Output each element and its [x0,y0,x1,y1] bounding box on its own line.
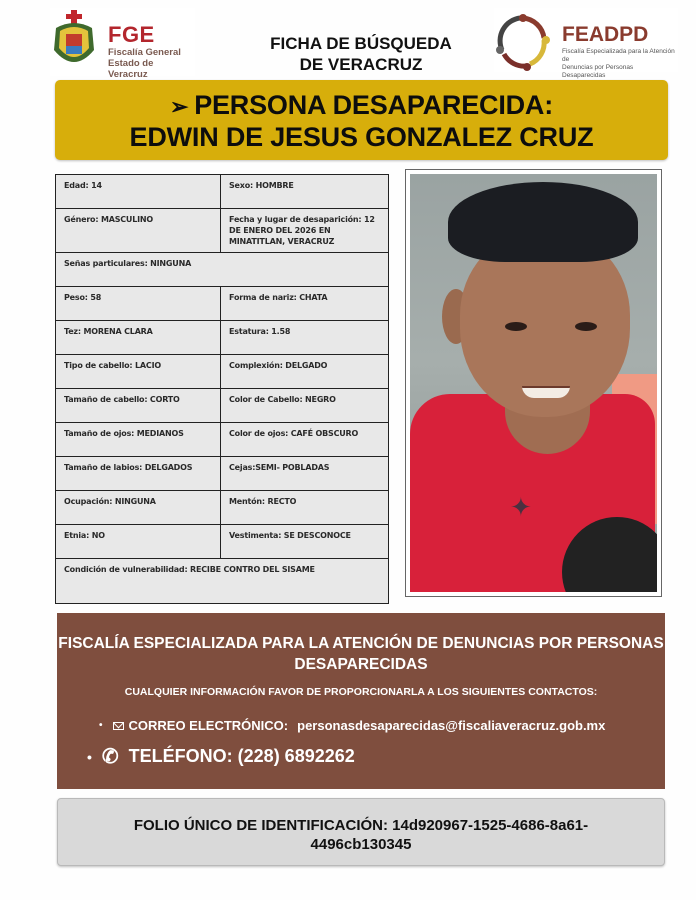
jumpman-logo-icon: ✦ [510,492,532,522]
folio-id-text: FOLIO ÚNICO DE IDENTIFICACIÓN: 14d920967-1525-4686-8a61-4496cb130345 [133,817,589,853]
bullet-icon: • [87,748,92,765]
phone-number-link[interactable]: TELÉFONO: (228) 6892262 [128,746,355,766]
fge-logo [50,8,195,80]
person-details-table [55,174,389,604]
field-estatura: Estatura: 1.58 [229,327,291,336]
missing-person-banner [55,80,668,160]
field-sexo: Sexo: HOMBRE [229,181,294,190]
table-row [56,321,388,355]
person-photo-frame [405,169,662,597]
table-row [56,209,388,253]
contact-section [57,613,665,789]
contact-subtitle: CUALQUIER INFORMACIÓN FAVOR DE PROPORCIONARLA A LOS SIGUIENTES CONTACTOS: [124,686,598,698]
field-senas: Señas particulares: NINGUNA [64,259,192,268]
header [0,0,696,80]
table-row [56,287,388,321]
field-vulnerabilidad: Condición de vulnerabilidad: RECIBE CONTRO DEL SISAME [64,565,315,574]
email-address-link[interactable]: personasdesaparecidas@fiscaliaveracruz.gob.mx [297,718,606,733]
table-row [56,389,388,423]
field-vestimenta: Vestimenta: SE DESCONOCE [229,531,351,540]
veracruz-coat-of-arms-icon [52,10,96,72]
table-row [56,423,388,457]
arrow-bullet-icon: ➢ [169,94,189,119]
fge-subtitle-line2: Estado de Veracruz [108,58,154,80]
photo-eye-left [505,322,527,331]
field-ocupacion: Ocupación: NINGUNA [56,491,221,524]
document-title [250,33,472,75]
field-complexion: Complexión: DELGADO [229,361,328,370]
field-tamano-cabello: Tamaño de cabello: CORTO [56,389,221,422]
fge-subtitle [108,47,195,80]
field-etnia: Etnia: NO [56,525,221,558]
banner-heading [55,90,668,122]
field-peso: Peso: 58 [56,287,221,320]
photo-hair [448,182,638,262]
bullet-icon: • [99,720,103,731]
feadpd-subtitle [562,48,678,80]
person-photo [410,174,657,592]
photo-smile [522,386,570,398]
document-title-line1: FICHA DE BÚSQUEDA [270,34,452,53]
field-nariz: Forma de nariz: CHATA [229,293,328,302]
fge-subtitle-line1: Fiscalía General [108,47,181,58]
table-row [56,253,388,287]
envelope-icon [113,722,124,730]
table-row [56,355,388,389]
banner-label: PERSONA DESAPARECIDA: [194,90,554,120]
feadpd-subtitle-line2: Denuncias por Personas Desaparecidas [562,64,634,79]
field-fecha-lugar: Fecha y lugar de desaparición: 12 DE ENERO DEL 2026 EN MINATITLAN, VERACRUZ [229,215,375,246]
feadpd-subtitle-line1: Fiscalía Especializada para la Atención de [562,48,675,63]
table-row [56,175,388,209]
table-row [56,525,388,559]
feadpd-name: FEADPD [562,23,649,46]
table-row [56,457,388,491]
field-edad: Edad: 14 [56,175,221,208]
people-ring-icon [494,10,552,72]
table-row [56,491,388,525]
phone-icon: ✆ [101,746,119,768]
email-contact [99,718,605,733]
document-title-line2: DE VERACRUZ [299,55,423,74]
contact-title: FISCALÍA ESPECIALIZADA PARA LA ATENCIÓN DE DENUNCIAS POR PERSONAS DESAPARECIDAS [58,635,664,673]
feadpd-logo [494,8,678,79]
field-tez: Tez: MORENA CLARA [56,321,221,354]
field-menton: Mentón: RECTO [229,497,297,506]
folio-id-box [57,798,665,866]
field-genero: Género: MASCULINO [56,209,221,252]
field-tamano-ojos: Tamaño de ojos: MEDIANOS [56,423,221,456]
field-color-ojos: Color de ojos: CAFÉ OBSCURO [229,429,359,438]
person-name: EDWIN DE JESUS GONZALEZ CRUZ [129,122,594,152]
photo-eye-right [575,322,597,331]
table-row [56,559,388,603]
fge-name: FGE [108,22,155,47]
field-cejas: Cejas:SEMI- POBLADAS [229,463,330,472]
email-label: CORREO ELECTRÓNICO: [128,718,289,733]
field-tamano-labios: Tamaño de labios: DELGADOS [56,457,221,490]
field-tipo-cabello: Tipo de cabello: LACIO [56,355,221,388]
field-color-cabello: Color de Cabello: NEGRO [229,395,336,404]
phone-contact [87,744,355,769]
